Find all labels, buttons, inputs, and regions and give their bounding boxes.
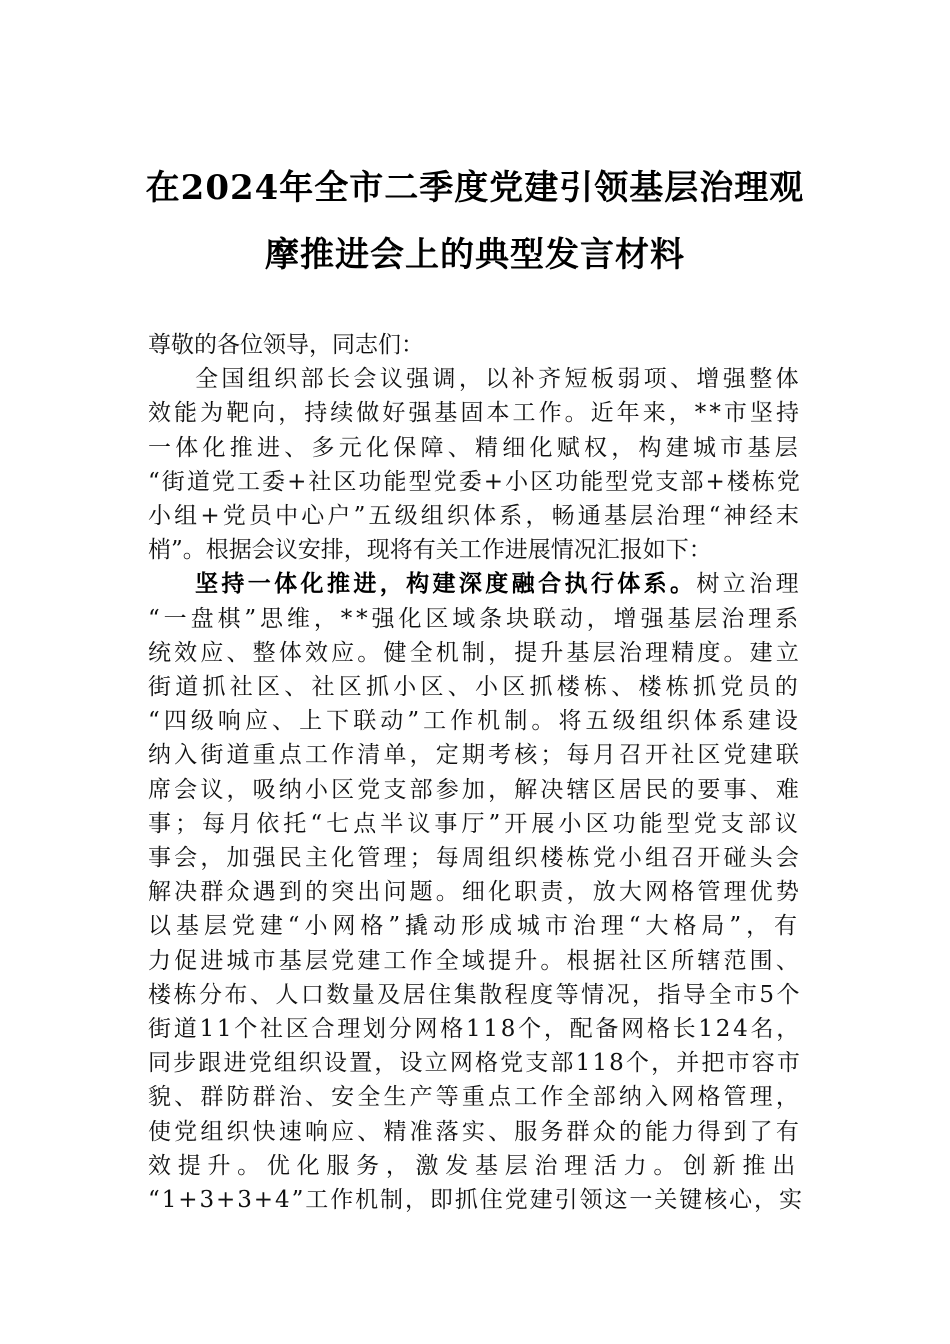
body-line-text: 尊敬的各位领导，同志们：	[148, 332, 424, 358]
body-line-text: 梢”。根据会议安排，现将有关工作进展情况汇报如下：	[148, 537, 712, 564]
body-line-text: 事；每月依托“七点半议事厅”开展小区功能型党支部议	[148, 810, 802, 837]
body-line-text: 小组+党员中心户”五级组织体系，畅通基层治理“神经末	[148, 503, 802, 529]
body-line-text: 席会议，吸纳小区党支部参加，解决辖区居民的要事、难	[148, 776, 802, 803]
body-line-text: 解决群众遇到的突出问题。细化职责，放大网格管理优势	[148, 879, 802, 906]
body-line-heading: 坚持一体化推进，构建深度融合执行体系。	[195, 570, 697, 598]
body-line-text: 街道11个社区合理划分网格118个，配备网格长124名，	[148, 1016, 802, 1042]
body-line-text: 纳入街道重点工作清单，定期考核；每月召开社区党建联	[148, 742, 802, 769]
document-title-line-1: 在2024年全市二季度党建引领基层治理观	[145, 168, 805, 208]
body-line-text: 一体化推进、多元化保障、精细化赋权，构建城市基层	[148, 434, 802, 461]
body-line-text: 貌、群防群治、安全生产等重点工作全部纳入网格管理，	[148, 1084, 802, 1111]
body-line-text: 效提升。优化服务，激发基层治理活力。创新推出	[148, 1152, 802, 1179]
document-title-line-2: 摩推进会上的典型发言材料	[265, 235, 685, 275]
body-line-text: “四级响应、上下联动”工作机制。将五级组织体系建设	[148, 708, 802, 735]
body-line-text: 力促进城市基层党建工作全域提升。根据社区所辖范围、	[148, 947, 802, 974]
body-line-text: 效能为靶向，持续做好强基固本工作。近年来，**市坚持	[148, 400, 802, 427]
body-line-text: 全国组织部长会议强调，以补齐短板弱项、增强整体	[195, 366, 802, 393]
body-line-text: 街道抓社区、社区抓小区、小区抓楼栋、楼栋抓党员的	[148, 674, 802, 700]
body-line-text: “1+3+3+4”工作机制，即抓住党建引领这一关键核心，实	[148, 1187, 804, 1213]
body-line-text: 使党组织快速响应、精准落实、服务群众的能力得到了有	[148, 1118, 802, 1145]
body-line-text: 统效应、整体效应。健全机制，提升基层治理精度。建立	[148, 639, 802, 666]
body-line-text: 以基层党建“小网格”撬动形成城市治理“大格局”，有	[148, 913, 802, 940]
body-line-text: 同步跟进党组织设置，设立网格党支部118个，并把市容市	[148, 1050, 802, 1077]
body-line-text: 树立治理	[696, 571, 802, 598]
body-line-text: 楼栋分布、人口数量及居住集散程度等情况，指导全市5个	[148, 981, 802, 1008]
body-line-text: 事会，加强民主化管理；每周组织楼栋党小组召开碰头会	[148, 845, 802, 871]
body-line-text: “街道党工委+社区功能型党委+小区功能型党支部+楼栋党	[148, 468, 802, 495]
body-line-text: “一盘棋”思维，**强化区域条块联动，增强基层治理系	[148, 605, 802, 632]
